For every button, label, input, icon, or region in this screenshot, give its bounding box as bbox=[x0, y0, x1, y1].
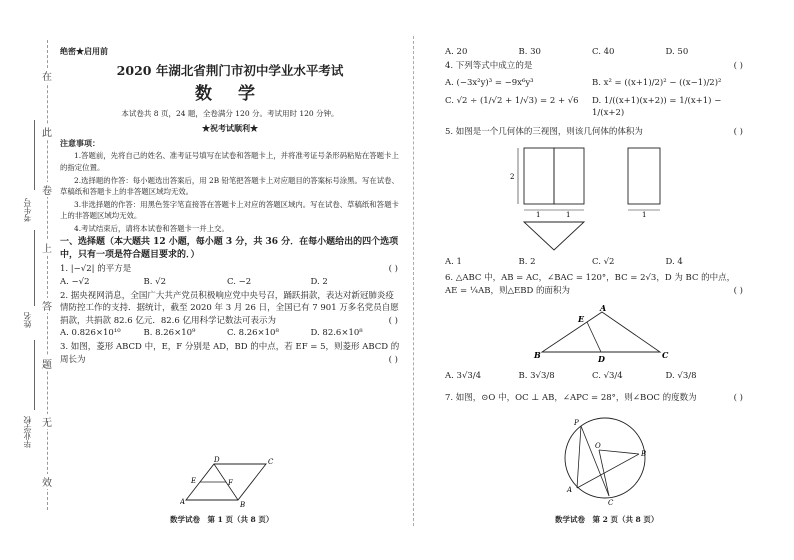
options bbox=[60, 276, 400, 288]
answer-bracket: ( ) bbox=[388, 315, 398, 326]
option-a: A. 1 bbox=[445, 257, 462, 267]
vertex-label: B bbox=[240, 501, 246, 508]
option-b: B. 8.26×10⁹ bbox=[143, 327, 196, 338]
option-d: D. 1/((x+1)(x+2)) = 1/(x+1) − 1/(x+2) bbox=[592, 95, 722, 119]
option-d: D. 4 bbox=[665, 257, 683, 267]
dimension-label: 1 bbox=[642, 211, 647, 219]
question-stem: 1. |−√2| 的平方是 bbox=[60, 264, 132, 275]
question-2 bbox=[60, 290, 400, 339]
options bbox=[445, 95, 745, 120]
good-luck-text: ★祝考试顺利★ bbox=[202, 123, 258, 134]
q5-options-block bbox=[445, 256, 745, 297]
dimension-label: 1 bbox=[536, 211, 541, 219]
circle-figure bbox=[555, 408, 655, 508]
options bbox=[445, 77, 745, 89]
option-a: A. 3√3/4 bbox=[445, 371, 482, 381]
note-item: 2.选择题的作答：每小题选出答案后，用 2B 铅笔把答题卡上对应题目的答案标号涂黑。写在试卷、草稿纸和答题卡上的非答题区域均无效。 bbox=[60, 175, 399, 196]
option-a: A. 0.826×10¹⁰ bbox=[60, 327, 121, 338]
option-d: D. 50 bbox=[665, 47, 689, 57]
question-7 bbox=[445, 392, 745, 404]
page-divider bbox=[413, 36, 414, 526]
name-label: 姓名 bbox=[23, 312, 32, 328]
q3-options bbox=[445, 46, 745, 58]
section-heading: 一、选择题（本大题共 12 小题，每小题 3 分，共 36 分．在每小题给出的四个选项中，只有一项是符合题目要求的．） bbox=[60, 237, 399, 260]
seal-char: 此 bbox=[38, 124, 56, 139]
note-item: 1.答题前，先将自己的姓名、准考证号填写在试卷和答题卡上，并将准考证号条形码粘贴在答题卡上的指定位置。 bbox=[60, 151, 399, 172]
page-footer: 数学试卷 第 1 页（共 8 页） bbox=[170, 515, 274, 524]
question-4 bbox=[445, 60, 745, 119]
option-c: C. √3/4 bbox=[592, 371, 623, 381]
option-c: C. 8.26×10⁸ bbox=[227, 327, 279, 338]
school-label: 毕业学校 bbox=[23, 416, 32, 448]
triangle-figure bbox=[532, 304, 682, 364]
answer-bracket: ( ) bbox=[388, 354, 398, 365]
vertex-label: D bbox=[214, 456, 220, 464]
question-stem: 2. 据央视网消息，全国广大共产党员积极响应党中央号召，踊跃捐款，表达对新冠肺炎疫情防控工作的支持．据统计，截至 2020 年 3 月 26 日，全国已有 7 901 万多名党员自愿捐款，共捐款 82.6 亿元．82.6 亿用科学记数法可表示为 bbox=[60, 291, 399, 326]
option-c: C. √2 bbox=[592, 257, 615, 267]
notes-heading: 注意事项： bbox=[60, 137, 100, 148]
name-line bbox=[34, 230, 35, 306]
school-line bbox=[34, 340, 35, 410]
answer-bracket: ( ) bbox=[733, 61, 743, 72]
option-b: B. √2 bbox=[143, 276, 166, 287]
page-footer: 数学试卷 第 2 页（共 8 页） bbox=[555, 515, 659, 524]
note-item: 3.非选择题的作答：用黑色签字笔直接答在答题卡上对应的答题区域内。写在试卷、草稿纸和答题卡上的非答题区域均无效。 bbox=[60, 199, 399, 220]
option-b: B. 2 bbox=[518, 257, 536, 267]
vertex-label: E bbox=[578, 314, 585, 324]
vertex-label: A bbox=[600, 304, 607, 313]
exam-info: 本试卷共 8 页，24 题，全卷满分 120 分。考试用时 120 分钟。 bbox=[121, 109, 339, 119]
subject-title: 数 学 bbox=[195, 83, 265, 104]
answer-bracket: ( ) bbox=[733, 126, 743, 137]
answer-bracket: ( ) bbox=[388, 264, 398, 275]
note-item: 4.考试结束后，请将本试卷和答题卡一并上交。 bbox=[74, 224, 229, 234]
seal-char: 上 bbox=[38, 240, 56, 255]
question-stem: 4. 下列等式中成立的是 bbox=[445, 61, 533, 72]
candidate-number-label: 考生号 bbox=[23, 198, 32, 222]
options bbox=[60, 327, 400, 339]
seal-char: 卷 bbox=[38, 182, 56, 197]
question-stem: 3. 如图，菱形 ABCD 中，E，F 分别是 AD，BD 的中点，若 EF = 5，则菱形 ABCD 的周长为 bbox=[60, 342, 400, 365]
point-label: A bbox=[567, 486, 573, 494]
question-5 bbox=[445, 126, 745, 138]
option-c: C. √2 ÷ (1/√2 + 1/√3) = 2 + √6 bbox=[445, 95, 579, 106]
option-d: D. √3/8 bbox=[665, 371, 697, 381]
exam-title: 2020 年湖北省荆门市初中学业水平考试 bbox=[116, 62, 344, 78]
option-b: B. 30 bbox=[518, 47, 541, 57]
options bbox=[445, 256, 745, 268]
option-a: A. (−3x²y)³ = −9x⁶y³ bbox=[445, 77, 534, 88]
seal-char: 答 bbox=[38, 298, 56, 313]
vertex-label: E bbox=[191, 477, 197, 485]
option-c: C. −2 bbox=[227, 276, 252, 287]
option-d: D. 82.6×10⁸ bbox=[310, 327, 363, 338]
vertex-label: C bbox=[268, 458, 274, 466]
secret-label: 绝密★启用前 bbox=[60, 46, 108, 56]
vertex-label: D bbox=[598, 354, 605, 364]
binding-dashed-line bbox=[47, 40, 48, 510]
point-label: C bbox=[608, 499, 614, 507]
point-label: O bbox=[595, 442, 601, 450]
option-a: A. 20 bbox=[445, 47, 468, 57]
option-d: D. 2 bbox=[310, 276, 328, 287]
seal-char: 效 bbox=[38, 474, 56, 489]
dimension-label: 2 bbox=[510, 173, 515, 181]
question-stem: 7. 如图，⊙O 中，OC ⊥ AB，∠APC = 28°，则∠BOC 的度数为 bbox=[445, 393, 697, 404]
page-2 bbox=[445, 46, 745, 138]
seal-char: 在 bbox=[38, 68, 56, 83]
vertex-label: B bbox=[534, 350, 541, 360]
option-b: B. x² = ((x+1)/2)² − ((x−1)/2)² bbox=[592, 77, 722, 88]
question-stem: 5. 如图是一个几何体的三视图，则该几何体的体积为 bbox=[445, 126, 643, 137]
options bbox=[445, 370, 745, 382]
question-stem: 6. △ABC 中，AB = AC，∠BAC = 120°，BC = 2√3，D 为 BC 的中点，AE = ¼AB，则△EBD 的面积为 bbox=[445, 273, 736, 296]
option-b: B. 3√3/8 bbox=[518, 371, 555, 381]
option-a: A. −√2 bbox=[60, 276, 90, 287]
vertex-label: F bbox=[228, 479, 233, 487]
candidate-number-line bbox=[34, 120, 35, 190]
answer-bracket: ( ) bbox=[733, 285, 743, 296]
point-label: B bbox=[641, 450, 647, 458]
dimension-label: 1 bbox=[566, 211, 571, 219]
question-6 bbox=[445, 272, 745, 297]
vertex-label: C bbox=[662, 350, 669, 360]
seal-char: 题 bbox=[38, 356, 56, 371]
question-1 bbox=[60, 263, 400, 288]
seal-char: 无 bbox=[38, 414, 56, 429]
three-views-figure bbox=[510, 146, 680, 254]
answer-bracket: ( ) bbox=[733, 393, 743, 404]
point-label: P bbox=[574, 419, 579, 427]
question-3 bbox=[60, 341, 400, 366]
vertex-label: A bbox=[180, 498, 186, 506]
q6-options-block bbox=[445, 370, 745, 405]
page-1 bbox=[60, 46, 400, 366]
option-c: C. 40 bbox=[592, 47, 615, 57]
rhombus-figure bbox=[180, 456, 290, 508]
